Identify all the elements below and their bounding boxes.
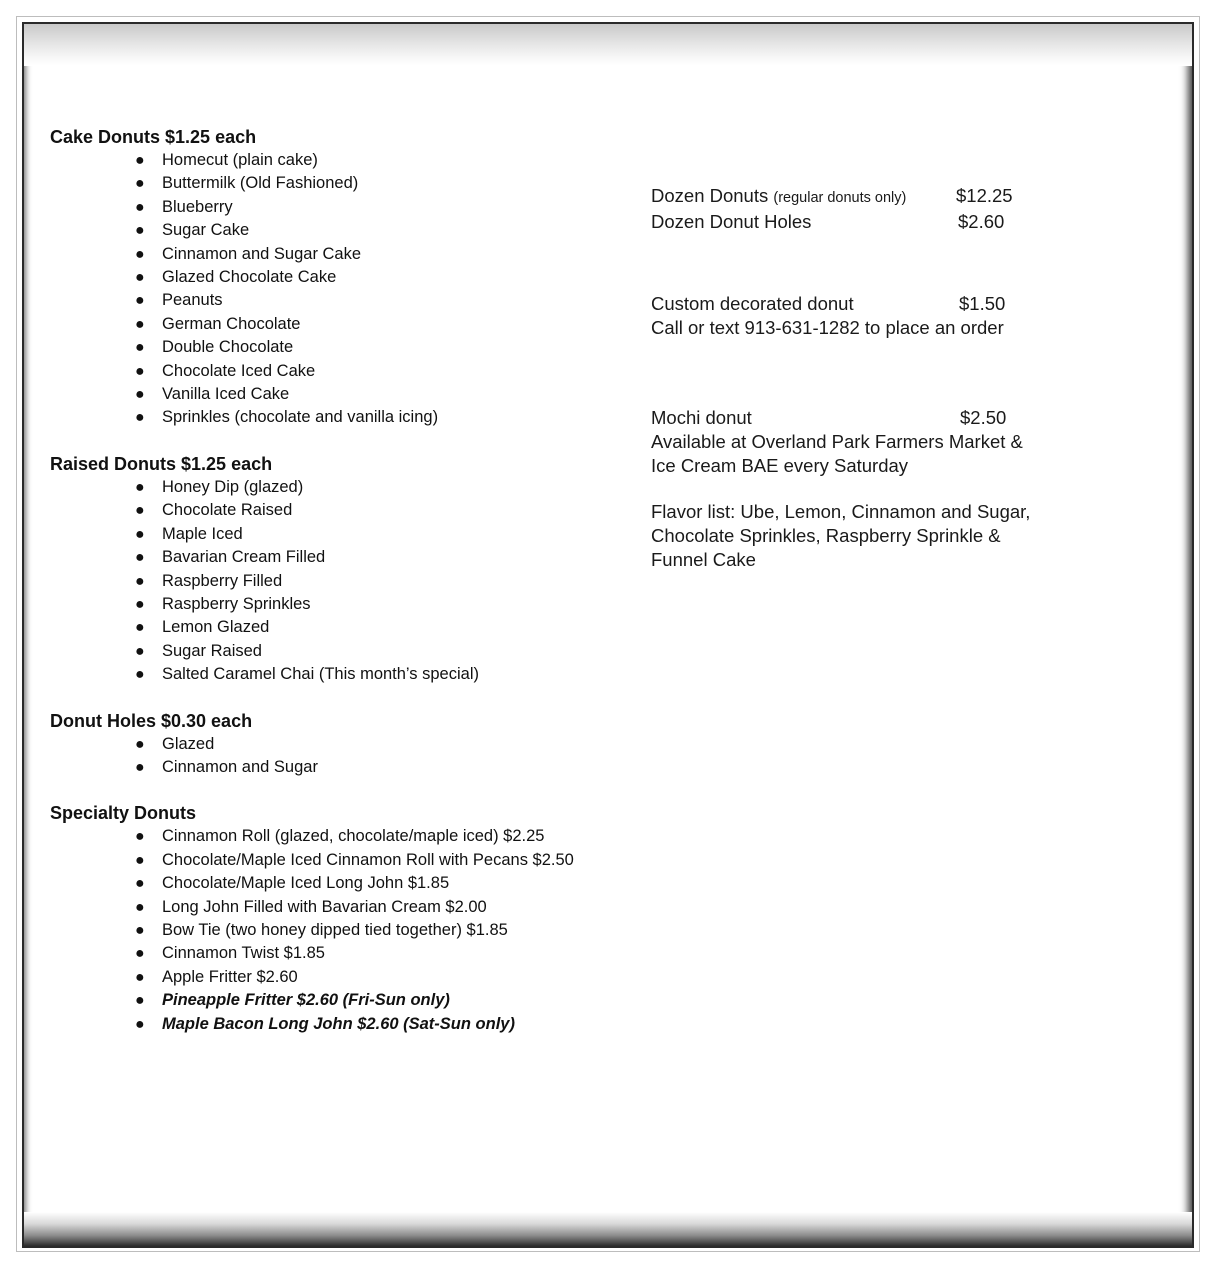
list-item-weekend-special: ● Maple Bacon Long John $2.60 (Sat-Sun only) (135, 1013, 630, 1036)
order-contact-text: Call or text 913-631-1282 to place an order (651, 317, 1004, 338)
list-item: ● Vanilla Iced Cake (135, 383, 630, 406)
bullet-icon: ● (135, 175, 145, 193)
list-item: ● Long John Filled with Bavarian Cream $2.00 (135, 896, 630, 919)
list-item: ● Salted Caramel Chai (This month’s special) (135, 663, 630, 686)
mochi-donut-price: $2.50 (960, 407, 1007, 428)
bullet-icon: ● (135, 152, 145, 169)
list-item: ● Bavarian Cream Filled (135, 546, 630, 569)
bullet-icon: ● (135, 968, 145, 986)
list-item: ● Glazed Chocolate Cake (135, 266, 630, 289)
bullet-icon: ● (135, 619, 145, 637)
mochi-flavor-line: Flavor list: Ube, Lemon, Cinnamon and Sugar, (651, 501, 1031, 522)
mochi-availability-line: Ice Cream BAE every Saturday (651, 455, 909, 476)
bullet-icon: ● (135, 549, 145, 567)
bullet-icon: ● (135, 642, 145, 660)
dozen-donuts-note: (regular donuts only) (773, 190, 907, 206)
bullet-icon: ● (135, 292, 145, 310)
list-item: ● Glazed (135, 733, 630, 756)
bullet-icon: ● (135, 362, 145, 380)
cake-donuts-heading: Cake Donuts $1.25 each (50, 127, 257, 147)
dozen-pricing-block (651, 184, 1071, 234)
list-item: ● Chocolate/Maple Iced Cinnamon Roll with Pecans $2.50 (135, 849, 630, 872)
list-item: ● Apple Fritter $2.60 (135, 966, 630, 989)
scan-shadow-top (24, 24, 1192, 66)
custom-donut-label: Custom decorated donut (651, 293, 854, 314)
bullet-icon: ● (135, 315, 145, 333)
cake-donuts-list (50, 149, 630, 430)
donut-holes-section (50, 709, 630, 780)
bullet-icon: ● (135, 502, 145, 520)
dozen-holes-label: Dozen Donut Holes (651, 211, 812, 232)
list-item: ● Peanuts (135, 289, 630, 312)
bullet-icon: ● (135, 572, 145, 590)
bullet-icon: ● (135, 758, 145, 776)
list-item: ● Chocolate Raised (135, 499, 630, 522)
mochi-flavor-line: Funnel Cake (651, 549, 756, 570)
list-item: ● Lemon Glazed (135, 616, 630, 639)
dozen-holes-row (651, 210, 1071, 234)
raised-donuts-heading: Raised Donuts $1.25 each (50, 453, 273, 474)
list-item: ● Chocolate Iced Cake (135, 360, 630, 383)
scan-shadow-bottom (24, 1212, 1192, 1246)
bullet-icon: ● (135, 1015, 145, 1033)
list-item: ● Cinnamon Twist $1.85 (135, 942, 630, 965)
bullet-icon: ● (135, 945, 145, 963)
menu-left-column (50, 125, 630, 1058)
list-item: ● German Chocolate (135, 313, 630, 336)
bullet-icon: ● (135, 198, 145, 216)
bullet-icon: ● (135, 245, 145, 263)
list-item: ● Blueberry (135, 196, 630, 219)
custom-donut-price: $1.50 (959, 293, 1006, 314)
list-item: ● Homecut (plain cake) (135, 149, 630, 172)
list-item: ● Chocolate/Maple Iced Long John $1.85 (135, 872, 630, 895)
bullet-icon: ● (135, 851, 145, 869)
bullet-icon: ● (135, 921, 145, 939)
mochi-availability-line: Available at Overland Park Farmers Market & (651, 431, 1023, 452)
list-item: ● Sugar Raised (135, 640, 630, 663)
list-item: ● Raspberry Filled (135, 570, 630, 593)
dozen-holes-price: $2.60 (958, 211, 1005, 232)
bullet-icon: ● (135, 478, 145, 496)
custom-donut-block (651, 292, 1071, 340)
list-item: ● Raspberry Sprinkles (135, 593, 630, 616)
raised-donuts-list (50, 476, 630, 687)
mochi-flavor-line: Chocolate Sprinkles, Raspberry Sprinkle & (651, 525, 1001, 546)
dozen-donuts-row (651, 184, 1071, 210)
list-item: ● Honey Dip (glazed) (135, 476, 630, 499)
dozen-donuts-price: $12.25 (956, 185, 1013, 206)
list-item-weekend-special: ● Pineapple Fritter $2.60 (Fri-Sun only) (135, 989, 630, 1012)
cake-donuts-section (50, 125, 630, 430)
bullet-icon: ● (135, 339, 145, 357)
bullet-icon: ● (135, 525, 145, 543)
bullet-icon: ● (135, 875, 145, 893)
list-item: ● Cinnamon Roll (glazed, chocolate/maple iced) $2.25 (135, 825, 630, 848)
dozen-donuts-label: Dozen Donuts (651, 185, 769, 206)
list-item: ● Double Chocolate (135, 336, 630, 359)
bullet-icon: ● (135, 735, 145, 753)
list-item: ● Bow Tie (two honey dipped tied together) $1.85 (135, 919, 630, 942)
bullet-icon: ● (135, 666, 145, 684)
list-item: ● Maple Iced (135, 523, 630, 546)
bullet-icon: ● (135, 409, 145, 427)
specialty-donuts-section (50, 801, 630, 1036)
mochi-donut-row (651, 406, 1071, 430)
list-item: ● Sprinkles (chocolate and vanilla icing) (135, 406, 630, 429)
custom-donut-row (651, 292, 1071, 316)
donut-holes-list (50, 733, 630, 780)
bullet-icon: ● (135, 828, 145, 846)
mochi-donut-label: Mochi donut (651, 407, 752, 428)
mochi-donut-block (651, 406, 1071, 478)
specialty-donuts-heading: Specialty Donuts (50, 803, 197, 824)
list-item: ● Cinnamon and Sugar (135, 756, 630, 779)
bullet-icon: ● (135, 595, 145, 613)
bullet-icon: ● (135, 269, 145, 287)
donut-holes-heading: Donut Holes $0.30 each (50, 710, 253, 731)
specialty-donuts-list (50, 825, 630, 1036)
bullet-icon: ● (135, 992, 145, 1010)
list-item: ● Cinnamon and Sugar Cake (135, 243, 630, 266)
list-item: ● Buttermilk (Old Fashioned) (135, 172, 630, 195)
mochi-flavor-block (651, 500, 1071, 572)
list-item: ● Sugar Cake (135, 219, 630, 242)
bullet-icon: ● (135, 386, 145, 404)
raised-donuts-section (50, 452, 630, 687)
bullet-icon: ● (135, 222, 145, 240)
bullet-icon: ● (135, 898, 145, 916)
